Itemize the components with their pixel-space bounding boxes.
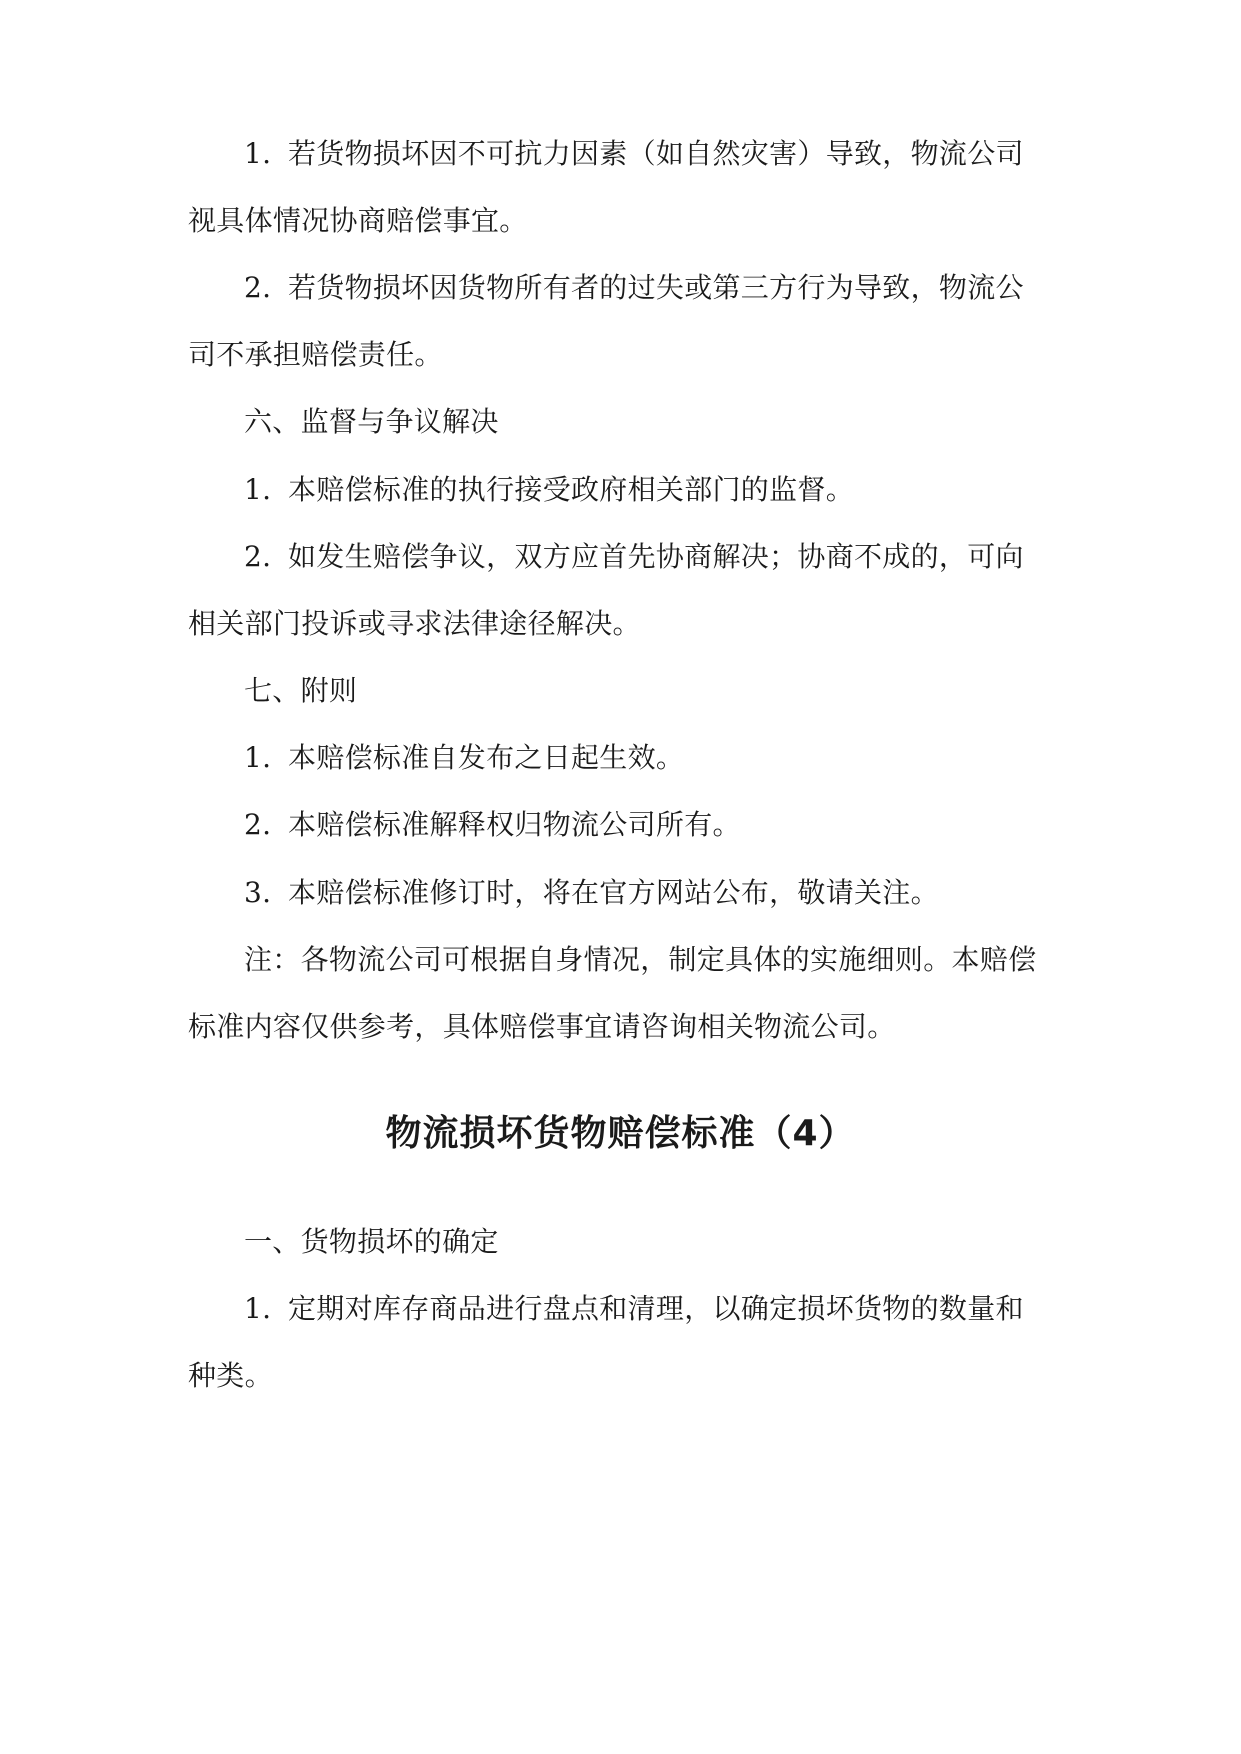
paragraph-text: 本赔偿标准修订时，将在官方网站公布，敬请关注。: [288, 876, 939, 909]
paragraph-line: [188, 1356, 1058, 1396]
document-title: 物流损坏货物赔偿标准（4）: [385, 1113, 856, 1154]
paragraph-line: [244, 1289, 1114, 1329]
list-number: 2.: [244, 540, 272, 573]
paragraph-text: 本赔偿标准自发布之日起生效。: [288, 741, 685, 774]
paragraph-text: 定期对库存商品进行盘点和清理，以确定损坏货物的数量和: [288, 1292, 1024, 1325]
paragraph-text: 司不承担赔偿责任。: [188, 338, 443, 371]
paragraph-line: [188, 201, 1058, 241]
paragraph-line: [244, 134, 1114, 174]
list-number: 1.: [244, 741, 272, 774]
paragraph-text: 相关部门投诉或寻求法律途径解决。: [188, 607, 641, 640]
paragraph-line: [244, 537, 1114, 577]
section-heading: 一、货物损坏的确定: [244, 1225, 499, 1258]
note-line: 标准内容仅供参考，具体赔偿事宜请咨询相关物流公司。: [188, 1010, 896, 1043]
list-number: 2.: [244, 808, 272, 841]
section-heading: 七、附则: [244, 674, 358, 707]
list-number: 2.: [244, 271, 272, 304]
section-heading: 六、监督与争议解决: [244, 405, 499, 438]
paragraph-text: 如发生赔偿争议，双方应首先协商解决；协商不成的，可向: [288, 540, 1024, 573]
paragraph-line: [244, 470, 1114, 510]
list-number: 1.: [244, 1292, 272, 1325]
paragraph-line: [244, 873, 1114, 913]
list-number: 1.: [244, 473, 272, 506]
note-line: 注：各物流公司可根据自身情况，制定具体的实施细则。本赔偿: [244, 943, 1037, 976]
list-number: 1.: [244, 137, 272, 170]
paragraph-text: 若货物损坏因不可抗力因素（如自然灾害）导致，物流公司: [288, 137, 1024, 170]
paragraph-line: [244, 738, 1114, 778]
paragraph-text: 若货物损坏因货物所有者的过失或第三方行为导致，物流公: [288, 271, 1024, 304]
paragraph-text: 种类。: [188, 1359, 273, 1392]
paragraph-line: [244, 805, 1114, 845]
paragraph-line: [244, 268, 1114, 308]
paragraph-text: 本赔偿标准的执行接受政府相关部门的监督。: [288, 473, 855, 506]
paragraph-line: [188, 604, 1058, 644]
paragraph-line: [188, 335, 1058, 375]
list-number: 3.: [244, 876, 272, 909]
paragraph-text: 本赔偿标准解释权归物流公司所有。: [288, 808, 741, 841]
paragraph-text: 视具体情况协商赔偿事宜。: [188, 204, 528, 237]
